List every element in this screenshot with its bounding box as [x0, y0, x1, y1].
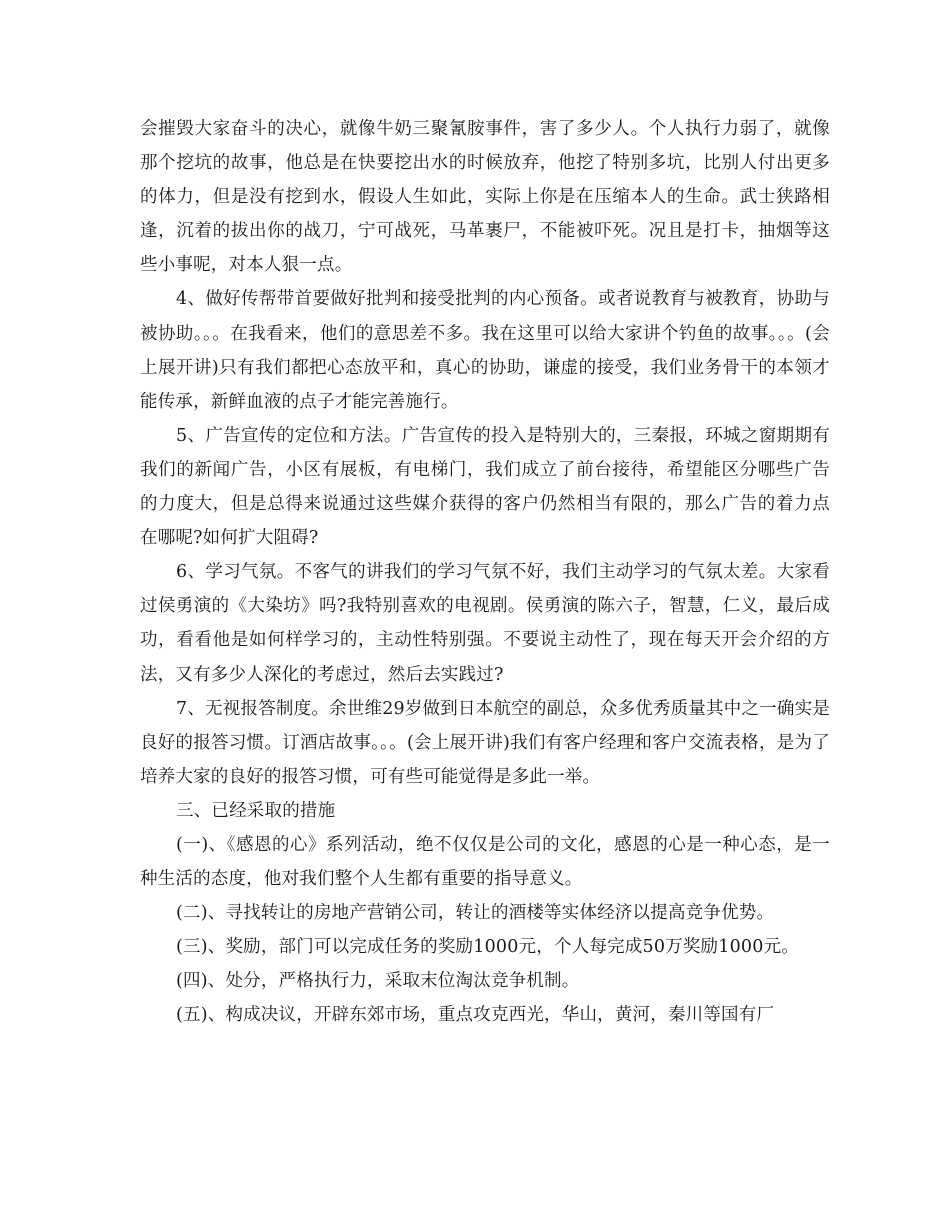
paragraph: 4、做好传帮带首要做好批判和接受批判的内心预备。或者说教育与被教育，协助与被协助。。。在我看来，他们的意思差不多。我在这里可以给大家讲个钓鱼的故事。。。(会上展开讲)只有我们都把心态放平和，真心的协助，谦虚的接受，我们业务骨干的本领才能传承，新鲜血液的点子才能完善施行。	[140, 289, 830, 412]
list-item: (三)、奖励，部门可以完成任务的奖励1000元，个人每完成50万奖励1000元。	[176, 937, 799, 958]
paragraph: 7、无视报答制度。余世维29岁做到日本航空的副总，众多优秀质量其中之一确实是良好的报答习惯。订酒店故事。。。(会上展开讲)我们有客户经理和客户交流表格，是为了培养大家的良好的报答习惯，可有些可能觉得是多此一举。	[140, 698, 830, 787]
list-item: (二)、寻找转让的房地产营销公司，转让的酒楼等实体经济以提高竞争优势。	[176, 903, 775, 924]
list-item: (五)、构成决议，开辟东郊市场，重点攻克西光，华山，黄河，秦川等国有厂	[176, 1005, 775, 1026]
list-item: (一)、《感恩的心》系列活动，绝不仅仅是公司的文化，感恩的心是一种心态，是一种生活的态度，他对我们整个人生都有重要的指导意义。	[140, 834, 830, 890]
paragraph: 5、广告宣传的定位和方法。广告宣传的投入是特别大的，三秦报，环城之窗期期有我们的新闻广告，小区有展板，有电梯门，我们成立了前台接待，希望能区分哪些广告的力度大，但是总得来说通过这些媒介获得的客户仍然相当有限的，那么广告的着力点在哪呢?如何扩大阻碍?	[140, 425, 830, 549]
list-item: (四)、处分，严格执行力，采取末位淘汰竞争机制。	[176, 971, 580, 992]
paragraph: 6、学习气氛。不客气的讲我们的学习气氛不好，我们主动学习的气氛太差。大家看过侯勇演的《大染坊》吗?我特别喜欢的电视剧。侯勇演的陈六子，智慧，仁义，最后成功，看看他是如何样学习的，主动性特别强。不要说主动性了，现在每天开会介绍的方法，又有多少人深化的考虑过，然后去实践过?	[140, 562, 830, 685]
section-heading: 三、已经采取的措施	[176, 800, 336, 821]
document-body	[140, 112, 830, 1033]
paragraph: 会摧毁大家奋斗的决心，就像牛奶三聚氰胺事件，害了多少人。个人执行力弱了，就像那个挖坑的故事，他总是在快要挖出水的时候放弃，他挖了特别多坑，比别人付出更多的体力，但是没有挖到水，假设人生如此，实际上你是在压缩本人的生命。武士狭路相逢，沉着的拔出你的战刀，宁可战死，马革裹尸，不能被吓死。况且是打卡，抽烟等这些小事呢，对本人狠一点。	[140, 119, 830, 276]
